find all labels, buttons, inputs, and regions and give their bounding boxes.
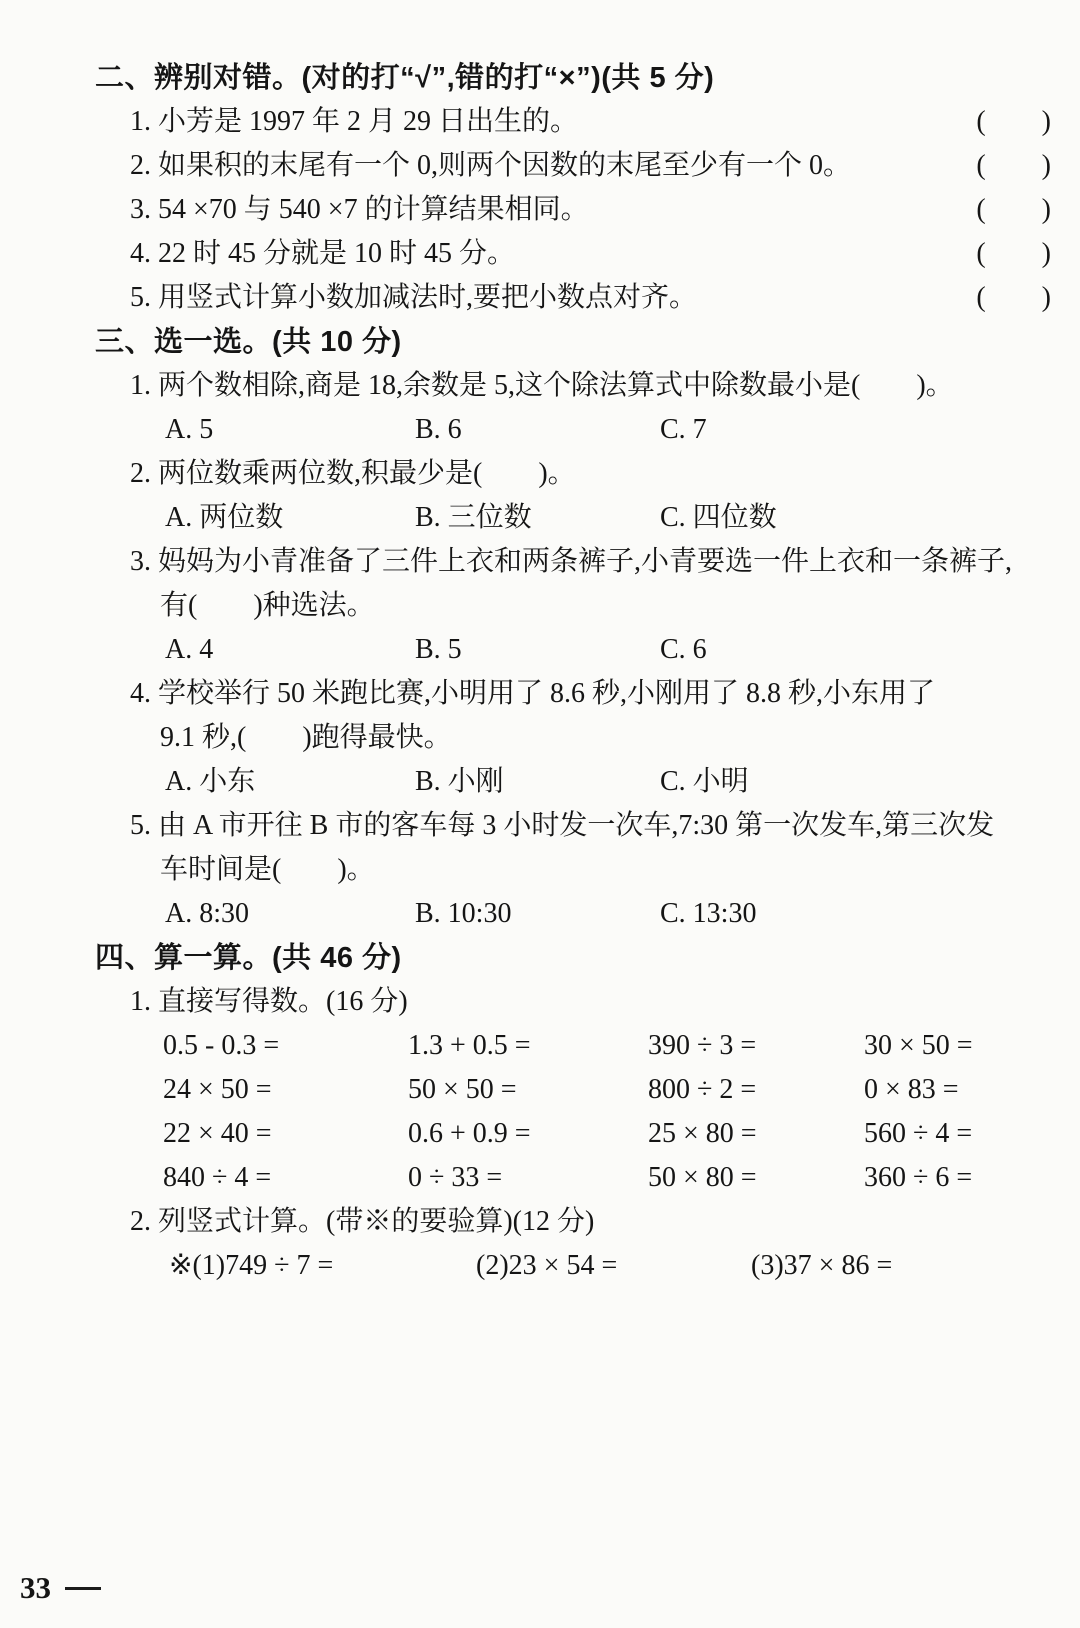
vertical-calc-problem-3: (3)37 × 86 =: [751, 1250, 893, 1281]
mc-item-5-option-a: A. 8:30: [165, 898, 249, 929]
mc-item-4-stem-line-2: 9.1 秒,( )跑得最快。: [160, 722, 452, 753]
calc-problem: 22 × 40 =: [163, 1118, 272, 1149]
section-3-title: 三、选一选。(共 10 分): [95, 326, 402, 358]
calc-problem: 840 ÷ 4 =: [163, 1162, 272, 1193]
tf-item-2: [95, 144, 1053, 188]
calc-problem: 0.5 - 0.3 =: [163, 1030, 280, 1061]
mc-item-4-option-a: A. 小东: [165, 766, 256, 797]
calc-problem: 50 × 50 =: [408, 1074, 517, 1105]
calc-problem: 50 × 80 =: [648, 1162, 757, 1193]
mc-item-5-option-b: B. 10:30: [415, 898, 512, 929]
vertical-calc-problem-2: (2)23 × 54 =: [476, 1250, 618, 1281]
calc-row-2: [163, 1068, 1053, 1112]
tf-item-4-answer-blank: ( ): [976, 238, 1051, 269]
tf-item-4-text: 4. 22 时 45 分就是 10 时 45 分。: [130, 238, 516, 269]
calc-problem: 1.3 + 0.5 =: [408, 1030, 531, 1061]
page-number: 33: [20, 1570, 51, 1605]
mc-item-4-option-b: B. 小刚: [415, 766, 504, 797]
section-2-title: 二、辨别对错。(对的打“√”,错的打“×”)(共 5 分): [95, 62, 715, 94]
mc-item-1-options: [165, 408, 1053, 452]
page-footer: [20, 1570, 101, 1606]
mc-item-5-stem-line-2: 车时间是( )。: [160, 854, 375, 885]
calc-problem: 0.6 + 0.9 =: [408, 1118, 531, 1149]
calc-problem: 390 ÷ 3 =: [648, 1030, 757, 1061]
tf-item-5-text: 5. 用竖式计算小数加减法时,要把小数点对齐。: [130, 282, 698, 313]
section-4-sub-2-title: 2. 列竖式计算。(带※的要验算)(12 分): [130, 1206, 595, 1237]
calc-row-1: [163, 1024, 1053, 1068]
mc-item-1-option-a: A. 5: [165, 414, 214, 445]
mc-item-3-option-b: B. 5: [415, 634, 462, 665]
calc-problem: 30 × 50 =: [864, 1030, 973, 1061]
calc-problem: 0 × 83 =: [864, 1074, 959, 1105]
section-4-sub-1-title: 1. 直接写得数。(16 分): [130, 986, 408, 1017]
section-4-title: 四、算一算。(共 46 分): [95, 942, 402, 974]
mc-item-4-stem-line-1: 4. 学校举行 50 米跑比赛,小明用了 8.6 秒,小刚用了 8.8 秒,小东用了: [130, 678, 936, 709]
calc-problem: 360 ÷ 6 =: [864, 1162, 973, 1193]
mc-item-5-options: [165, 892, 1053, 936]
mc-item-2-stem: 2. 两位数乘两位数,积最少是( )。: [130, 458, 576, 489]
mc-item-4-option-c: C. 小明: [660, 766, 749, 797]
mc-item-2-option-c: C. 四位数: [660, 502, 777, 533]
tf-item-5: [95, 276, 1053, 320]
vertical-calc-problem-1: ※(1)749 ÷ 7 =: [169, 1250, 334, 1281]
tf-item-1-text: 1. 小芳是 1997 年 2 月 29 日出生的。: [130, 106, 579, 137]
calc-problem: 25 × 80 =: [648, 1118, 757, 1149]
calc-problem: 560 ÷ 4 =: [864, 1118, 973, 1149]
tf-item-4: [95, 232, 1053, 276]
mc-item-3-stem-line-2: 有( )种选法。: [160, 590, 375, 621]
mc-item-3-option-c: C. 6: [660, 634, 707, 665]
calc-problem: 24 × 50 =: [163, 1074, 272, 1105]
tf-item-3-text: 3. 54 ×70 与 540 ×7 的计算结果相同。: [130, 194, 589, 225]
mc-item-2-option-a: A. 两位数: [165, 502, 284, 533]
calc-problem: 800 ÷ 2 =: [648, 1074, 757, 1105]
mc-item-3-options: [165, 628, 1053, 672]
mc-item-1-option-b: B. 6: [415, 414, 462, 445]
mc-item-2-option-b: B. 三位数: [415, 502, 532, 533]
calc-problem: 0 ÷ 33 =: [408, 1162, 503, 1193]
calc-row-3: [163, 1112, 1053, 1156]
tf-item-2-text: 2. 如果积的末尾有一个 0,则两个因数的末尾至少有一个 0。: [130, 150, 852, 181]
tf-item-1-answer-blank: ( ): [976, 106, 1051, 137]
footer-dash-rule: [65, 1587, 101, 1590]
mc-item-2-options: [165, 496, 1053, 540]
mc-item-3-stem-line-1: 3. 妈妈为小青准备了三件上衣和两条裤子,小青要选一件上衣和一条裤子,: [130, 546, 1013, 577]
worksheet-content: [95, 56, 1053, 1288]
mc-item-1-stem: 1. 两个数相除,商是 18,余数是 5,这个除法算式中除数最小是( )。: [130, 370, 954, 401]
tf-item-3: [95, 188, 1053, 232]
mc-item-5-option-c: C. 13:30: [660, 898, 757, 929]
mc-item-3-option-a: A. 4: [165, 634, 214, 665]
tf-item-1: [95, 100, 1053, 144]
vertical-calc-problems: [169, 1244, 1053, 1288]
mc-item-5-stem-line-1: 5. 由 A 市开往 B 市的客车每 3 小时发一次车,7:30 第一次发车,第三次发: [130, 810, 995, 841]
calc-row-4: [163, 1156, 1053, 1200]
tf-item-2-answer-blank: ( ): [976, 150, 1051, 181]
tf-item-3-answer-blank: ( ): [976, 194, 1051, 225]
tf-item-5-answer-blank: ( ): [976, 282, 1051, 313]
mc-item-4-options: [165, 760, 1053, 804]
mc-item-1-option-c: C. 7: [660, 414, 707, 445]
